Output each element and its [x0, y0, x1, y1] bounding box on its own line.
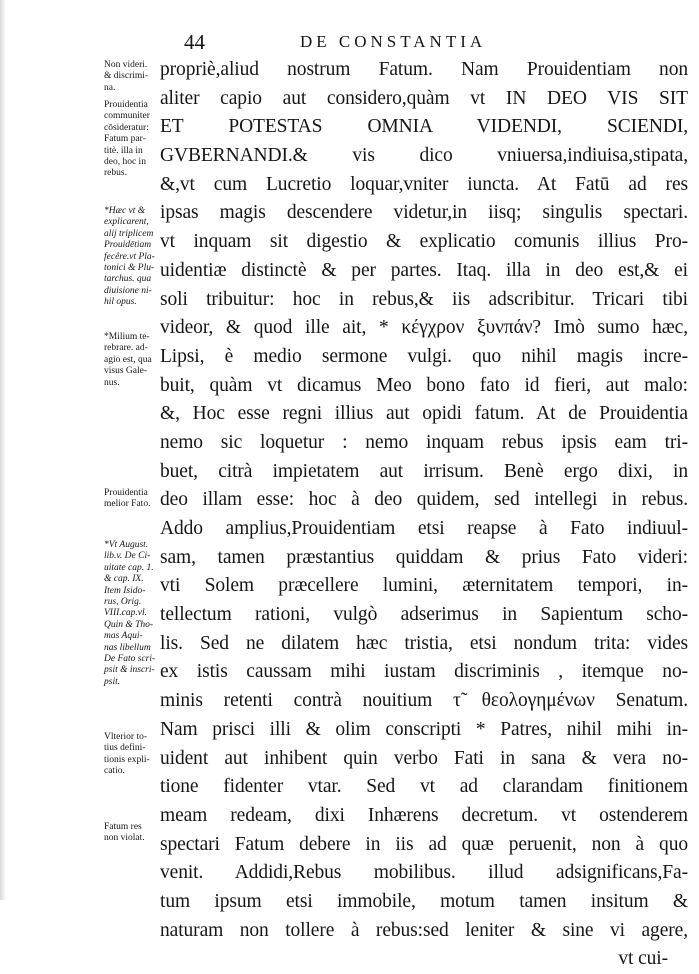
margin-note-line: lib.v. De Ci-: [104, 551, 151, 562]
text-line: spectari Fatum debere in iis ad quæ peruenit, non à quo: [160, 833, 688, 855]
text-line: ex istis caussam mihi iustam discriminis , itemque no-: [160, 661, 688, 683]
margin-note-line: melior Fato.: [104, 499, 151, 510]
margin-note-line: rebus.: [104, 168, 127, 179]
text-line: tione fidenter vtar. Sed vt ad clarandam finitionem: [160, 776, 688, 798]
page-number: 44: [184, 30, 205, 54]
margin-note-line: hil opus.: [104, 297, 137, 308]
margin-note-line: Vlterior to-: [104, 732, 148, 742]
text-line: videor, & quod ille ait, * κέγχρον ξυνπάν? Imò sumo hæc,: [160, 317, 688, 339]
margin-note-line: explicarent,: [104, 217, 149, 228]
text-line: vti Solem præcellere lumini, æternitatem tempori, in-: [160, 575, 688, 597]
margin-note-line: non violat.: [104, 833, 145, 844]
main-text-block: [160, 56, 688, 974]
margin-note-line: nas libellum: [104, 642, 151, 653]
text-line: nemo sic loquetur : nemo inquam rebus ipsis eam tri-: [160, 431, 688, 453]
margin-note-line: VIII.cap.vl.: [104, 608, 147, 619]
margin-note-line: tionis expli-: [104, 754, 150, 765]
margin-note-line: deo, hoc in: [104, 157, 146, 168]
margin-note-line: Quin & Tho-: [104, 619, 154, 630]
text-line: buit, quàm vt dicamus Meo bono fato id fieri, aut malo:: [160, 374, 688, 396]
margin-note-line: rebrare. ad-: [104, 343, 148, 354]
text-line: Lipsi, è medio sermone vulgi. quo nihil magis incre-: [160, 345, 688, 367]
margin-note-line: psit & inscri-: [104, 665, 155, 676]
text-line: minis retenti contrà nouitium τ̃ θεολογημένων Senatum.: [160, 690, 688, 712]
margin-note-line: Non videri.: [104, 60, 148, 70]
margin-note-line: Prouidentia: [104, 488, 148, 498]
margin-note-line: communiter: [104, 111, 150, 122]
text-line: uidentiæ distinctè & per partes. Itaq. illa in deo est,& ei: [160, 259, 688, 281]
margin-note-line: *Milium te-: [104, 332, 150, 342]
margin-note-line: fecêre.vt Pla-: [104, 251, 155, 262]
text-line: Nam prisci illi & olim conscripti * Patres, nihil mihi in-: [160, 718, 688, 740]
margin-note-line: *Hæc vt &: [104, 206, 146, 216]
margin-note-line: tonici & Plu-: [104, 263, 155, 274]
margin-note-line: De Fato scri-: [104, 654, 156, 665]
text-line: meam redeam, dixi Inhærens decretum. vt ostenderem: [160, 804, 688, 826]
text-line: vt inquam sit digestio & explicatio comunis illius Pro-: [160, 231, 688, 253]
margin-note-line: agio est, qua: [104, 354, 152, 365]
margin-note-line: & cap. IX.: [104, 574, 144, 585]
margin-note-line: Item Isido-: [104, 585, 146, 596]
margin-note-line: Prouidētiam: [104, 240, 152, 251]
margin-note-line: alij triplicem: [104, 228, 154, 239]
margin-note-line: catio.: [104, 766, 125, 777]
margin-note-line: titè. illa in: [104, 145, 143, 156]
text-line: naturam non tollere à rebus:sed leniter & sine vi agere,: [160, 919, 688, 941]
margin-note-line: psit.: [104, 676, 121, 687]
running-head: DE CONSTANTIA: [300, 32, 487, 51]
margin-note-line: cōsideratur:: [104, 122, 149, 133]
margin-note-line: *Vt August.: [104, 540, 149, 550]
text-line: propriè,aliud nostrum Fatum. Nam Prouidentiam non: [160, 59, 688, 80]
margin-note-line: Fatum par-: [104, 134, 146, 145]
text-line: vt cui-: [618, 948, 668, 970]
text-line: lis. Sed ne dilatem hæc tristia, etsi nondum trita: vides: [160, 632, 688, 654]
text-line: tum ipsum etsi immobile, motum tamen insitum &: [160, 890, 688, 912]
text-line: Addo amplius,Prouidentiam etsi reapse à Fato indiuul-: [160, 518, 688, 539]
text-line: soli tribuitur: hoc in rebus,& iis adscribitur. Tricari tibi: [160, 288, 688, 310]
text-line: &, Hoc esse regni illius aut opidi fatum. At de Prouidentia: [160, 403, 688, 425]
margin-note-line: tius defini-: [104, 743, 146, 754]
margin-note-line: tarchus. qua: [104, 274, 152, 285]
text-line: aliter capio aut considero,quàm vt IN DEO VIS SIT: [160, 87, 688, 109]
margin-note-line: Prouidentia: [104, 100, 148, 110]
text-line: ET POTESTAS OMNIA VIDENDI, SCIENDI,: [160, 116, 688, 138]
text-line: deo illam esse: hoc à deo quidem, sed intellegi in rebus.: [160, 489, 688, 511]
text-line: venit. Addidi,Rebus mobilibus. illud adsignificans,Fa-: [160, 862, 688, 884]
text-line: &,vt cum Lucretio loquar,vniter iuncta. At Fatū ad res: [160, 173, 688, 195]
text-line: buet, citrà impietatem aut irrisum. Benè ergo dixi, in: [160, 460, 688, 482]
margin-note-line: mas Aqui-: [104, 631, 143, 642]
margin-note-line: na.: [104, 82, 116, 93]
margin-note-line: Fatum res: [104, 822, 142, 832]
margin-note-line: & discrimi-: [104, 71, 149, 82]
margin-note-line: rus, Orig.: [104, 597, 142, 608]
margin-note-line: diuisione ni-: [104, 285, 152, 296]
text-line: tellectum rationi, vulgò adserimus in Sapientum scho-: [160, 604, 688, 626]
page-gutter-shadow: [0, 0, 6, 900]
margin-note-line: uitate cap. 1.: [104, 562, 154, 573]
page-header: [182, 30, 642, 58]
text-line: ipsas magis descendere videtur,in iisq; singulis spectari.: [160, 202, 688, 224]
margin-note-line: visus Gale-: [104, 366, 148, 377]
text-line: sam, tamen præstantius quiddam & prius Fato videri:: [160, 546, 688, 568]
text-line: GVBERNANDI.& vis dico vniuersa,indiuisa,stipata,: [160, 145, 688, 167]
margin-note-line: nus.: [104, 377, 120, 388]
text-line: uident aut inhibent quin verbo Fati in sana & vera no-: [160, 747, 688, 769]
